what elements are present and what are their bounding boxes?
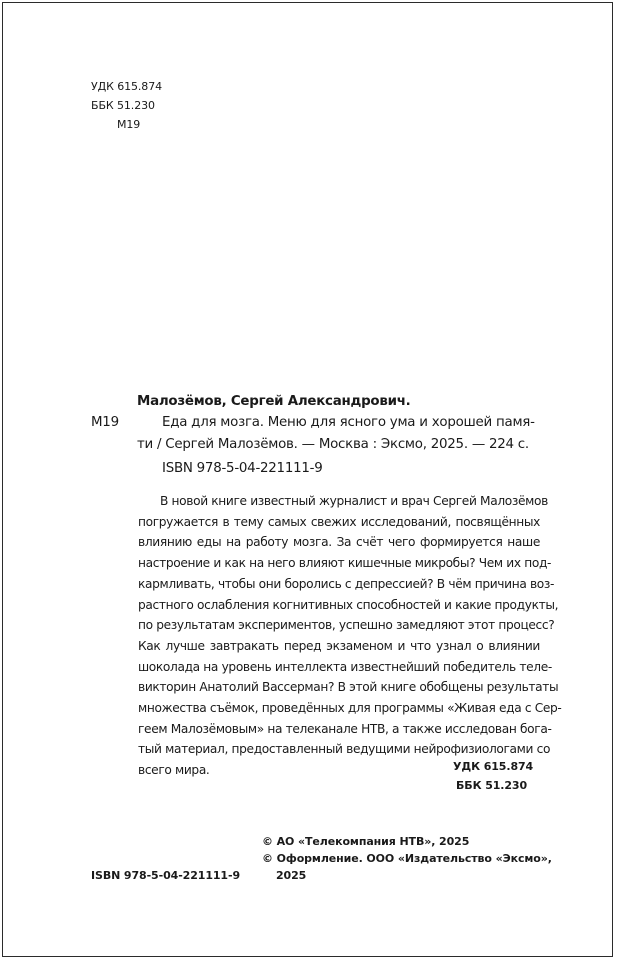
- annotation-line: растного ослабления когнитивных способностей и какие продукты,: [138, 597, 559, 612]
- annotation-line: влиянию еды на работу мозга. За счёт чего формируется наше: [138, 535, 540, 550]
- copyright-eksmo-year: 2025: [276, 869, 307, 882]
- author-sign: М19: [91, 415, 119, 430]
- annotation-line: В новой книге известный журналист и врач Сергей Малозёмов: [160, 494, 548, 508]
- annotation-line: всего мира.: [138, 763, 210, 778]
- annotation-line: по результатам экспериментов, успешно замедляют этот процесс?: [138, 618, 555, 633]
- copyright-ntv: © АО «Телекомпания НТВ», 2025: [262, 835, 470, 848]
- page-frame: [2, 2, 613, 957]
- annotation-line: погружается в тему самых свежих исследований, посвящённых: [138, 514, 540, 529]
- annotation-line: тый материал, предоставленный ведущими нейрофизиологами со: [138, 742, 551, 757]
- annotation-line: шоколада на уровень интеллекта известнейший победитель теле-: [138, 659, 552, 674]
- annotation-line: Как лучше завтракать перед экзаменом и что узнал о влиянии: [138, 638, 540, 653]
- annotation: [138, 491, 562, 781]
- annotation-line: настроение и как на него влияют кишечные микробы? Чем их под-: [138, 556, 552, 571]
- annotation-line: геем Малозёмовым» на телеканале НТВ, а также исследован бога-: [138, 721, 552, 736]
- udk-code-bottom: УДК 615.874: [453, 760, 534, 773]
- udk-code: УДК 615.874: [91, 80, 162, 93]
- annotation-line: множества съёмок, проведённых для программы «Живая еда с Сер-: [138, 701, 562, 716]
- book-title-line-2: ти / Сергей Малозёмов. — Москва : Эксмо, 2025. — 224 с.: [137, 437, 529, 452]
- book-title-line-1: Еда для мозга. Меню для ясного ума и хорошей памя-: [162, 415, 535, 430]
- copyright-eksmo: © Оформление. ООО «Издательство «Эксмо»,: [262, 852, 552, 865]
- isbn-footer: ISBN 978-5-04-221111-9: [91, 869, 240, 882]
- annotation-line: викторин Анатолий Вассерман? В этой книге обобщены результаты: [138, 680, 559, 695]
- author-sign-top: М19: [117, 118, 141, 131]
- bbk-code-bottom: ББК 51.230: [456, 779, 528, 792]
- author-heading: Малозёмов, Сергей Александрович.: [137, 394, 411, 409]
- isbn-line: ISBN 978-5-04-221111-9: [162, 461, 323, 476]
- bbk-code: ББК 51.230: [91, 99, 155, 112]
- annotation-line: кармливать, чтобы они боролись с депрессией? В чём причина воз-: [138, 576, 555, 591]
